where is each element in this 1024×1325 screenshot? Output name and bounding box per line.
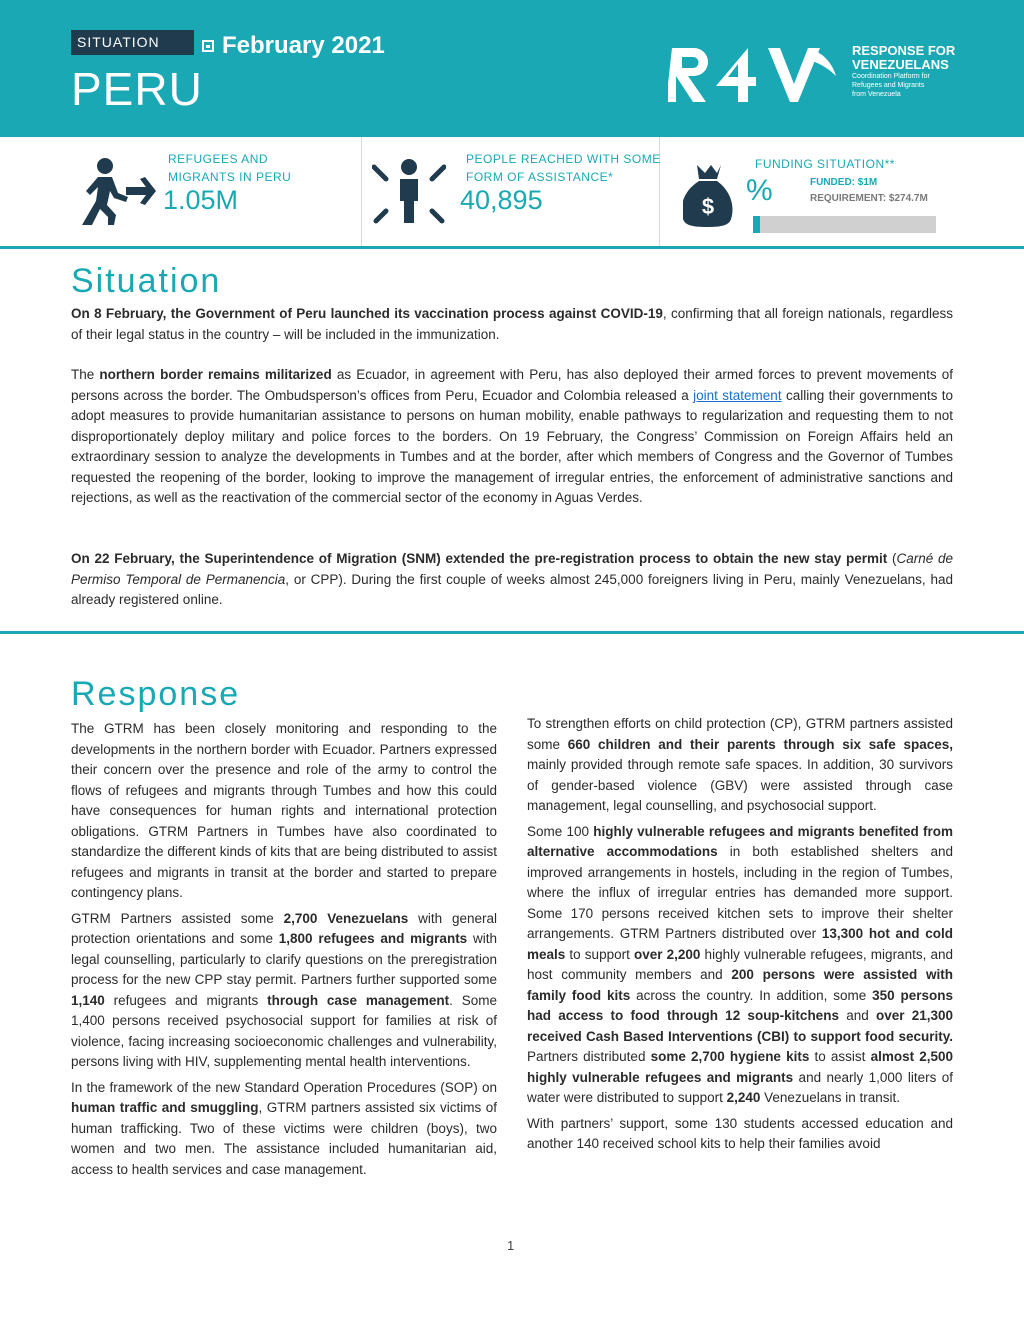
reached-label-line2: FORM OF ASSISTANCE*: [466, 170, 614, 184]
person-radiating-icon: [372, 157, 446, 229]
funding-progress-fill: [753, 216, 760, 233]
response-left-column: [71, 719, 497, 1185]
refugees-label-line2: MIGRANTS IN PERU: [168, 170, 292, 184]
refugees-label-line1: REFUGEES AND: [168, 152, 269, 166]
response-heading: Response: [71, 675, 241, 713]
reached-value: 40,895: [460, 185, 543, 215]
funding-percent-sign: %: [746, 174, 773, 207]
funding-label: FUNDING SITUATION**: [755, 157, 895, 171]
situation-badge: SITUATION: [71, 30, 194, 55]
situation-paragraph-1: On 8 February, the Government of Peru launched its vaccination process against COVID-19, confirming that all foreign nationals, regardless of their legal status in the country – will be included in the immunization.: [71, 306, 954, 342]
funded-amount: FUNDED: $1M: [810, 177, 878, 188]
logo-wordmark: [852, 44, 955, 99]
response-left-paragraph-3: In the framework of the new Standard Operation Procedures (SOP) on human traffic and smuggling, GTRM partners assisted six victims of human trafficking. Two of these victims were children (boys), two women and two men. The assistance included humanitarian aid, access to health services and case management.: [71, 1079, 497, 1177]
logo-title-line2: VENEZUELANS: [852, 57, 949, 72]
situation-heading: Situation: [71, 262, 222, 300]
requirement-amount: REQUIREMENT: $274.7M: [810, 193, 928, 204]
response-right-paragraph-3: With partners’ support, some 130 students accessed education and another 140 received school kits to help their families avoid: [527, 1115, 953, 1151]
joint-statement-link[interactable]: joint statement: [693, 387, 782, 403]
person-walking-arrow-icon: [74, 157, 158, 229]
reached-label-line1: PEOPLE REACHED WITH SOME: [466, 152, 661, 166]
money-bag-icon: [683, 163, 733, 229]
response-right-paragraph-2: Some 100 highly vulnerable refugees and migrants benefited from alternative accommodations in both established shelters and improved arrangements in hostels, including in the region of Tumbes, where the influx of irregular entries has demanded more support. Some 170 persons received kitchen sets to improve their shelter arrangements. GTRM Partners distributed over 13,300 hot and cold meals to support over 2,200 highly vulnerable refugees, migrants, and host community members and 200 persons were assisted with family food kits across the country. In addition, some 350 persons had access to food through 12 soup-kitchens and over 21,300 received Cash Based Interventions (CBI) to support food security. Partners distributed some 2,700 hygiene kits to assist almost 2,500 highly vulnerable refugees and migrants and nearly 1,000 liters of water were distributed to support 2,240 Venezuelans in transit.: [527, 823, 954, 1105]
logo-title-line1: RESPONSE FOR: [852, 43, 956, 58]
situation-paragraph-3: On 22 February, the Superintendence of Migration (SNM) extended the pre-registration process to obtain the new stay permit (Carné de Permiso Temporal de Permanencia, or CPP). During the first couple of weeks almost 245,000 foreigners living in Peru, mainly Venezuelans, had already registered online.: [71, 551, 954, 607]
response-left-paragraph-1: The GTRM has been closely monitoring and responding to the developments in the northern border with Ecuador. Partners expressed their concern over the presence and role of the army to control the flows of refugees and migrants through Tumbes and how this could have consequences for human rights and international protection obligations. GTRM Partners in Tumbes have also coordinated to standardize the different kinds of kits that are being distributed to assist refugees and migrants in transit at the border and started to prepare contingency plans.: [71, 721, 497, 900]
country-title: PERU: [71, 63, 203, 115]
response-right-column: [527, 714, 953, 1159]
refugees-value: 1.05M: [163, 185, 239, 215]
funding-progress-bar: [753, 216, 936, 233]
page-number: 1: [507, 1238, 515, 1253]
response-left-paragraph-2: GTRM Partners assisted some 2,700 Venezuelans with general protection orientations and some 1,800 refugees and migrants with legal counselling, particularly to clarify questions on the preregistration process for the new CPP stay permit. Partners further supported some 1,140 refugees and migrants through case management. Some 1,400 persons received psychosocial support for families at risk of violence, facing increasing socioeconomic challenges and vulnerability, persons living with HIV, supplementing mental health interventions.: [71, 910, 497, 1069]
stat-divider: [361, 137, 362, 247]
svg-text:$: $: [701, 194, 715, 219]
calendar-icon: [202, 40, 214, 52]
response-right-paragraph-1: To strengthen efforts on child protection (CP), GTRM partners assisted some 660 children and their parents through six safe spaces, mainly provided through remote safe spaces. In addition, 30 survivors of gender-based violence (GBV) were assisted through case management, legal counselling, and psychosocial support.: [527, 716, 953, 813]
logo-subtitle: Coordination Platform for Refugees and Migrants from Venezuela: [852, 73, 930, 98]
report-date: February 2021: [222, 32, 385, 59]
header-banner: [0, 0, 1024, 137]
divider-line: [0, 631, 1024, 634]
divider-line: [0, 246, 1024, 249]
r4v-logo: [668, 44, 840, 106]
situation-paragraph-2: The northern border remains militarized as Ecuador, in agreement with Peru, has also deployed their armed forces to prevent movements of persons across the border. The Ombudsperson’s offices from Peru, Ecuador and Colombia released a joint statement calling their governments to adopt measures to provide humanitarian assistance to persons on human mobility, enable pathways to regularization and requesting them to not disproportionately deploy military and police forces to the borders. On 19 February, the Congress’ Commission on Foreign Affairs held an extraordinary session to analyze the developments in Tumbes and at the border, after which members of Congress and the Governor of Tumbes requested the reopening of the border, looking to improve the management of irregular entries, the enforcement of administrative sanctions and rejections, as well as the reactivation of the commercial sector of the economy in Aguas Verdes.: [71, 367, 953, 505]
